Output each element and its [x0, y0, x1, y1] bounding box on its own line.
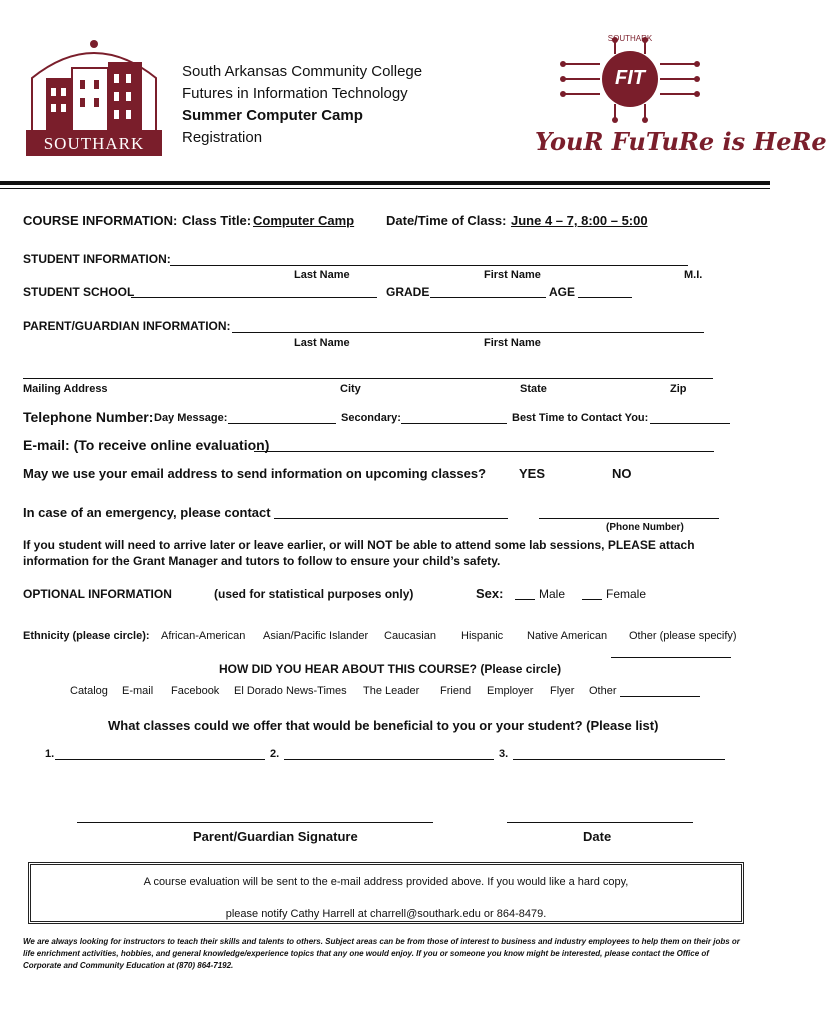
male-option[interactable]: Male	[539, 587, 566, 601]
hear-option[interactable]: E-mail	[122, 685, 154, 697]
class-title-label: Class Title:	[182, 213, 252, 228]
logo-right-mark: FIT	[615, 67, 645, 89]
date-line[interactable]	[507, 822, 693, 823]
ethnicity-option[interactable]: Hispanic	[461, 630, 504, 642]
school-label: STUDENT SCHOOL	[23, 285, 135, 299]
male-blank[interactable]	[515, 599, 535, 600]
hear-question: HOW DID YOU HEAR ABOUT THIS COURSE? (Please circle)	[219, 662, 562, 676]
datetime-label: Date/Time of Class:	[386, 213, 507, 228]
hear-option[interactable]: The Leader	[363, 685, 420, 697]
emergency-label: In case of an emergency, please contact	[23, 505, 271, 520]
footer-note: We are always looking for instructors to teach their skills and talents to others. Subject areas can be from those of interest to business and industry employees to help them on their jobs or life enrichment activities, hobbies, and general knowledge/experience topics that any one would enjoy. If you or someone you know might be interested, please contact the Office of Corporate and Community Education at (870) 864-7192.	[23, 937, 740, 970]
ethnicity-label: Ethnicity (please circle):	[23, 630, 150, 642]
ethnicity-option[interactable]: Caucasian	[384, 630, 436, 642]
page-subtitle: Registration	[182, 129, 263, 146]
grade-line[interactable]	[430, 297, 546, 298]
tagline: YouR FuTuRe is HeRe	[535, 127, 827, 156]
southark-logo-left	[24, 38, 164, 160]
email-question: May we use your email address to send information on upcoming classes?	[23, 466, 487, 481]
evaluation-line-1: A course evaluation will be sent to the e-mail address provided above. If you would like a hard copy,	[143, 876, 629, 888]
hear-option[interactable]: El Dorado News-Times	[234, 685, 347, 697]
grade-label: GRADE	[386, 285, 430, 299]
class-suggestion-number: 3.	[499, 748, 509, 760]
student-name-line[interactable]	[170, 265, 688, 266]
logo-right-top: SOUTHARK	[607, 34, 653, 43]
city: City	[340, 383, 361, 395]
signature-line[interactable]	[77, 822, 433, 823]
student-last-name: Last Name	[294, 269, 350, 281]
college-name: South Arkansas Community College	[182, 63, 423, 80]
class-suggestion-number: 1.	[45, 748, 55, 760]
female-option[interactable]: Female	[606, 587, 647, 601]
classes-question: What classes could we offer that would be beneficial to you or your student? (Please list)	[108, 718, 659, 733]
student-first-name: First Name	[484, 269, 541, 281]
phone-label: Telephone Number:	[23, 409, 154, 425]
fit-logo	[555, 34, 705, 124]
ethnicity-option[interactable]: Asian/Pacific Islander	[263, 630, 369, 642]
class-suggestion-number: 2.	[270, 748, 280, 760]
female-blank[interactable]	[582, 599, 602, 600]
emergency-phone-line[interactable]	[539, 518, 719, 519]
parent-label: PARENT/GUARDIAN INFORMATION:	[23, 319, 231, 333]
phone-secondary-line[interactable]	[401, 423, 507, 424]
parent-name-line[interactable]	[232, 332, 704, 333]
phone-secondary-label: Secondary:	[341, 412, 401, 424]
evaluation-notice-box	[28, 862, 744, 924]
parent-first-name: First Name	[484, 337, 541, 349]
email-label: E-mail: (To receive online evaluation)	[23, 437, 270, 453]
zip: Zip	[670, 383, 687, 395]
class-suggestion-line-1[interactable]	[55, 759, 265, 760]
program-name: Futures in Information Technology	[182, 85, 408, 102]
ethnicity-option[interactable]: African-American	[161, 630, 246, 642]
email-line[interactable]	[254, 451, 714, 452]
ethnicity-option[interactable]: Native American	[527, 630, 608, 642]
course-label: COURSE INFORMATION:	[23, 213, 178, 228]
ethnicity-other-line[interactable]	[611, 657, 731, 658]
optional-label: OPTIONAL INFORMATION	[23, 587, 172, 601]
hear-option[interactable]: Friend	[440, 685, 472, 697]
sex-label: Sex:	[476, 586, 504, 601]
camp-name: Summer Computer Camp	[182, 107, 363, 124]
emergency-phone-label: (Phone Number)	[606, 522, 684, 533]
optional-note: (used for statistical purposes only)	[214, 587, 414, 601]
header-divider	[0, 181, 770, 185]
ethnicity-option[interactable]: Other (please specify)	[629, 630, 737, 642]
age-line[interactable]	[578, 297, 632, 298]
email-yes[interactable]: YES	[519, 466, 546, 481]
state: State	[520, 383, 547, 395]
hear-other-line[interactable]	[620, 696, 700, 697]
hear-option[interactable]: Facebook	[171, 685, 220, 697]
header-divider-thin	[0, 188, 770, 189]
age-label: AGE	[549, 285, 576, 299]
class-suggestion-line-2[interactable]	[284, 759, 494, 760]
class-suggestion-line-3[interactable]	[513, 759, 725, 760]
phone-day-label: Day Message:	[154, 412, 228, 424]
school-line[interactable]	[131, 297, 377, 298]
parent-last-name: Last Name	[294, 337, 350, 349]
datetime: June 4 – 7, 8:00 – 5:00	[511, 213, 648, 228]
hear-option[interactable]: Catalog	[70, 685, 108, 697]
logo-left-text: SOUTHARK	[43, 134, 145, 153]
class-title: Computer Camp	[253, 213, 355, 228]
signature-label: Parent/Guardian Signature	[193, 829, 358, 844]
emergency-contact-line[interactable]	[274, 518, 508, 519]
mailing-address: Mailing Address	[23, 383, 108, 395]
attendance-note-1: If you student will need to arrive later or leave earlier, or will NOT be able to attend some lab sessions, PLEASE attach	[23, 538, 695, 552]
evaluation-line-2: please notify Cathy Harrell at charrell@southark.edu or 864-8479.	[225, 908, 547, 920]
student-label: STUDENT INFORMATION:	[23, 252, 171, 266]
best-time-label: Best Time to Contact You:	[512, 412, 649, 424]
email-no[interactable]: NO	[612, 466, 632, 481]
student-mi: M.I.	[684, 269, 703, 281]
best-time-line[interactable]	[650, 423, 730, 424]
attendance-note-2: information for the Grant Manager and tutors to follow to ensure your child’s safety.	[23, 554, 501, 568]
hear-option[interactable]: Other	[589, 685, 617, 697]
hear-option[interactable]: Flyer	[550, 685, 575, 697]
hear-option[interactable]: Employer	[487, 685, 534, 697]
phone-day-line[interactable]	[228, 423, 336, 424]
address-line[interactable]	[23, 378, 713, 379]
date-label: Date	[583, 829, 612, 844]
